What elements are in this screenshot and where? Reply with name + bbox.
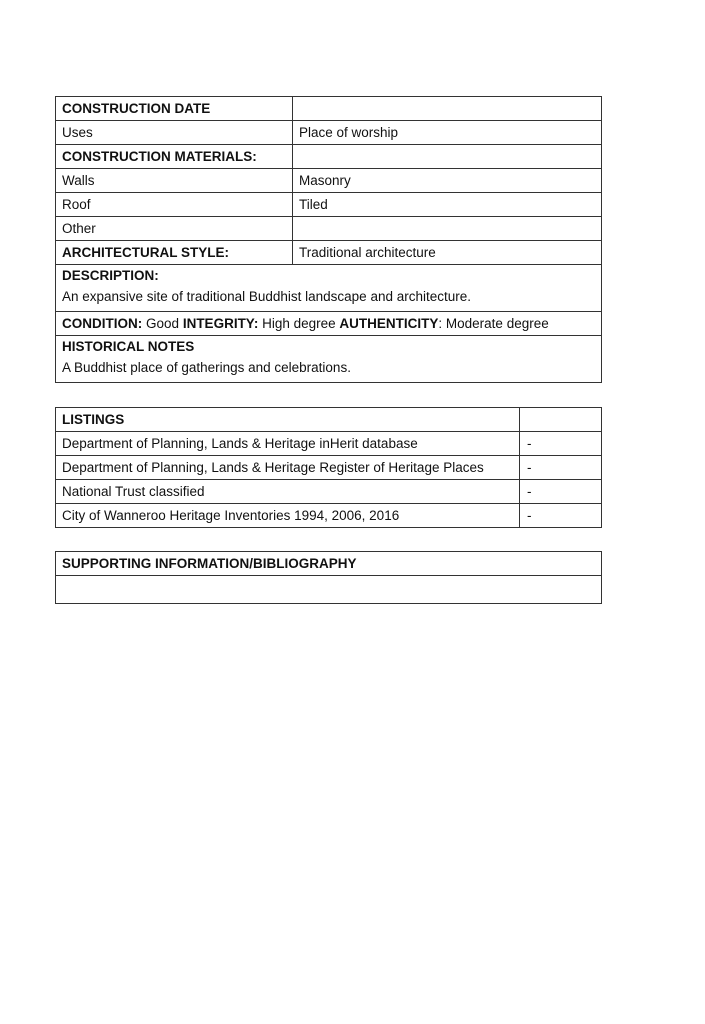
condition-label: CONDITION: (62, 316, 143, 331)
listing-row (56, 504, 602, 528)
listing-name: City of Wanneroo Heritage Inventories 1994, 2006, 2016 (56, 504, 520, 528)
description-label: DESCRIPTION: (62, 268, 159, 283)
listings-table (55, 407, 602, 528)
roof-value: Tiled (293, 193, 602, 217)
listing-value: - (520, 432, 602, 456)
historical-notes-text: A Buddhist place of gatherings and celebrations. (62, 360, 351, 375)
integrity-label: INTEGRITY: (182, 316, 259, 331)
other-label: Other (56, 217, 293, 241)
description-row (56, 265, 602, 312)
authenticity-label: AUTHENTICITY (339, 316, 439, 331)
listing-name: Department of Planning, Lands & Heritage Register of Heritage Places (56, 456, 520, 480)
supporting-content-row (56, 576, 602, 604)
condition-value: Good (146, 316, 180, 331)
supporting-header-row (56, 552, 602, 576)
construction-materials-label: CONSTRUCTION MATERIALS: (56, 145, 293, 169)
description-cell (56, 265, 602, 312)
historical-notes-label: HISTORICAL NOTES (62, 339, 195, 354)
construction-date-row (56, 97, 602, 121)
architectural-style-label: ARCHITECTURAL STYLE: (56, 241, 293, 265)
condition-row (56, 312, 602, 336)
supporting-content (56, 576, 602, 604)
integrity-value: High degree (262, 316, 336, 331)
walls-row (56, 169, 602, 193)
listings-header-value (520, 408, 602, 432)
supporting-header: SUPPORTING INFORMATION/BIBLIOGRAPHY (56, 552, 602, 576)
listing-value: - (520, 504, 602, 528)
supporting-information-table (55, 551, 602, 604)
condition-cell (56, 312, 602, 336)
place-details-table (55, 96, 602, 383)
uses-row (56, 121, 602, 145)
construction-date-value (293, 97, 602, 121)
listing-value: - (520, 456, 602, 480)
listing-name: National Trust classified (56, 480, 520, 504)
historical-notes-cell (56, 336, 602, 383)
construction-date-label: CONSTRUCTION DATE (56, 97, 293, 121)
architectural-style-row (56, 241, 602, 265)
uses-label: Uses (56, 121, 293, 145)
architectural-style-value: Traditional architecture (293, 241, 602, 265)
listing-row (56, 456, 602, 480)
construction-materials-value (293, 145, 602, 169)
listings-header-row (56, 408, 602, 432)
roof-label: Roof (56, 193, 293, 217)
listing-value: - (520, 480, 602, 504)
historical-notes-row (56, 336, 602, 383)
listing-row (56, 432, 602, 456)
walls-value: Masonry (293, 169, 602, 193)
authenticity-value: : Moderate degree (438, 316, 549, 331)
walls-label: Walls (56, 169, 293, 193)
other-value (293, 217, 602, 241)
construction-materials-row (56, 145, 602, 169)
uses-value: Place of worship (293, 121, 602, 145)
listing-row (56, 480, 602, 504)
description-text: An expansive site of traditional Buddhist landscape and architecture. (62, 289, 472, 304)
other-row (56, 217, 602, 241)
listings-header: LISTINGS (56, 408, 520, 432)
roof-row (56, 193, 602, 217)
listing-name: Department of Planning, Lands & Heritage inHerit database (56, 432, 520, 456)
